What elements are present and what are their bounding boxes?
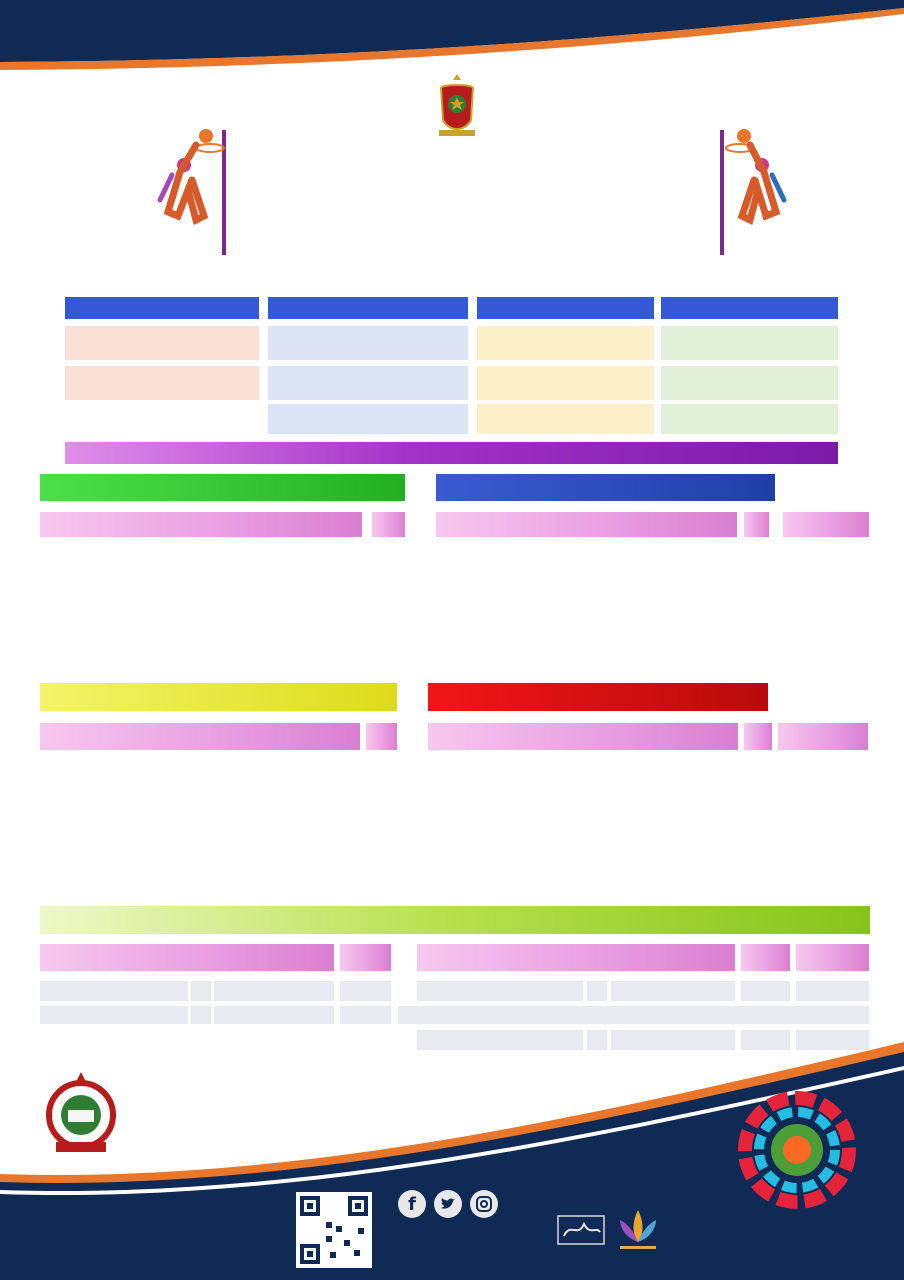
away-team <box>417 981 583 1001</box>
versus-sign <box>191 981 211 1001</box>
venue-hall-header <box>417 944 735 971</box>
qr-code-icon <box>296 1192 372 1268</box>
group-a-team <box>661 404 838 434</box>
match-column-header <box>372 512 405 537</box>
venue-court3-header <box>40 723 360 750</box>
home-team <box>214 1006 334 1024</box>
match-column-header <box>340 944 391 971</box>
match-time <box>398 1006 869 1024</box>
twitter-icon[interactable] <box>434 1190 462 1218</box>
match-column-header <box>744 512 769 537</box>
day1-group-a-header <box>436 474 775 501</box>
group-a-team <box>661 326 838 360</box>
away-team <box>40 981 188 1001</box>
home-team <box>611 981 735 1001</box>
group-a-team <box>661 366 838 400</box>
group-b-team <box>477 404 654 434</box>
sdg-wheel-icon <box>737 1090 857 1210</box>
coat-of-arms-icon <box>435 72 479 138</box>
match-number <box>340 1006 391 1024</box>
venue-court1-header <box>40 512 362 537</box>
day1-group-c-header <box>428 683 768 711</box>
calligraphy-logo-icon <box>556 1212 606 1248</box>
group-header-a <box>661 297 838 319</box>
basketball-player-left-icon <box>150 120 240 260</box>
group-header-b <box>477 297 654 319</box>
day1-group-d-header <box>40 683 397 711</box>
facebook-icon[interactable]: f <box>398 1190 426 1218</box>
group-c-team <box>268 366 468 400</box>
lotus-logo-icon <box>610 1200 666 1256</box>
top-wave-band <box>0 0 904 80</box>
away-team <box>40 1006 188 1024</box>
venue-court2-header <box>428 723 738 750</box>
instagram-icon[interactable] <box>470 1190 498 1218</box>
qr-code <box>294 1190 374 1270</box>
basketball-player-right-icon <box>700 120 790 260</box>
federation-emblem-icon <box>36 1070 126 1155</box>
group-c-team <box>268 326 468 360</box>
venue-court1-header <box>40 944 334 971</box>
versus-sign <box>587 981 607 1001</box>
group-d-team <box>65 326 259 360</box>
time-column-header <box>778 723 868 750</box>
day1-group-b-header <box>40 474 405 501</box>
group-d-team <box>65 366 259 400</box>
group-b-team <box>477 366 654 400</box>
time-column-header <box>796 944 869 971</box>
match-number <box>741 981 790 1001</box>
group-b-team <box>477 326 654 360</box>
match-column-header <box>741 944 790 971</box>
match-column-header <box>366 723 397 750</box>
day1-banner <box>65 442 838 464</box>
venue-hall-header <box>436 512 737 537</box>
group-header-d <box>65 297 259 319</box>
group-c-team <box>268 404 468 434</box>
group-header-c <box>268 297 468 319</box>
match-time <box>796 981 869 1001</box>
day2-banner <box>40 906 870 934</box>
match-column-header <box>744 723 772 750</box>
home-team <box>214 981 334 1001</box>
ministry-header <box>300 70 610 145</box>
versus-sign <box>191 1006 211 1024</box>
time-column-header <box>783 512 869 537</box>
match-number <box>340 981 391 1001</box>
